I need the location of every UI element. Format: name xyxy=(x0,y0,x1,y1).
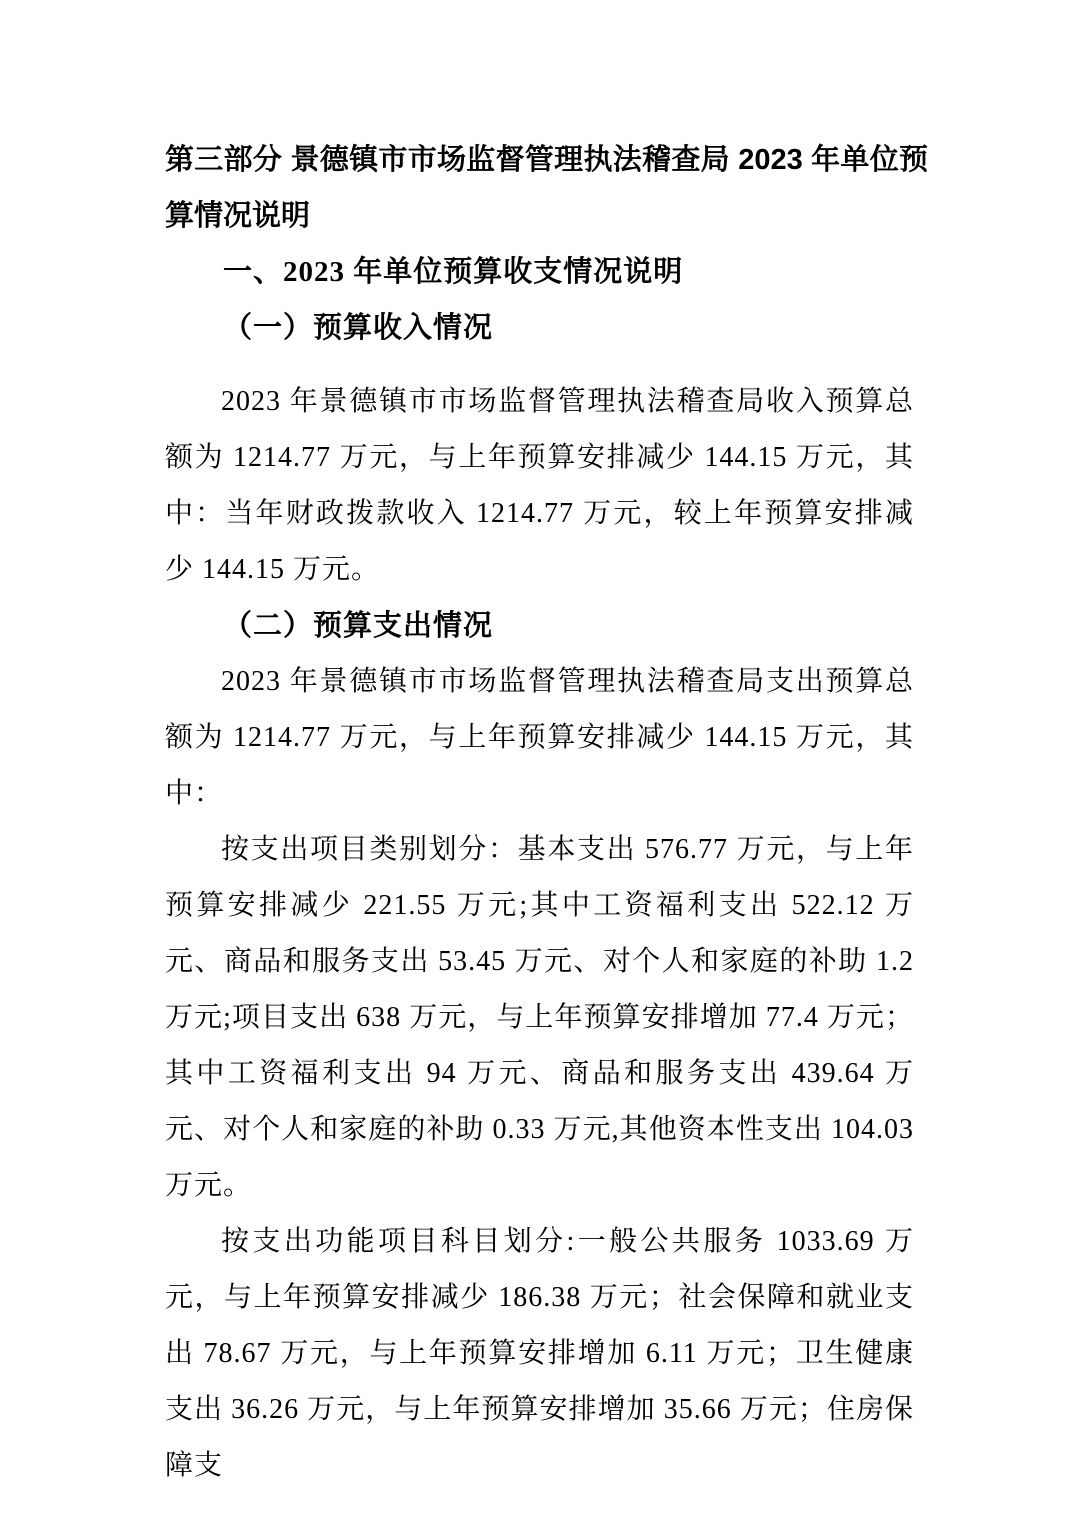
paragraph-expenditure-by-function: 按支出功能项目科目划分:一般公共服务 1033.69 万元，与上年预算安排减少 186.38 万元；社会保障和就业支出 78.67 万元，与上年预算安排增加 6.11 万元；卫生健康支出 36.26 万元，与上年预算安排增加 35.66 万元；住房保障支 xyxy=(165,1226,914,1481)
paragraph-expenditure-total: 2023 年景德镇市市场监督管理执法稽查局支出预算总额为 1214.77 万元，与上年预算安排减少 144.15 万元，其中： xyxy=(165,666,914,809)
subsection-heading-expenditure: （二）预算支出情况 xyxy=(223,610,494,642)
document-title: 第三部分 景德镇市市场监督管理执法稽查局 2023 年单位预算情况说明 xyxy=(165,144,928,232)
section-heading-budget-overview: 一、2023 年单位预算收支情况说明 xyxy=(223,256,684,288)
paragraph-expenditure-by-category: 按支出项目类别划分：基本支出 576.77 万元，与上年预算安排减少 221.55 万元;其中工资福利支出 522.12 万元、商品和服务支出 53.45 万元、对个人和家庭的补助 1.2 万元;项目支出 638 万元，与上年预算安排增加 77.4 万元；其中工资福利支出 94 万元、商品和服务支出 439.64 万元、对个人和家庭的补助 0.33 万元,其他资本性支出 104.03 万元。 xyxy=(165,834,914,1201)
subsection-heading-income: （一）预算收入情况 xyxy=(223,312,494,344)
paragraph-income-details: 2023 年景德镇市市场监督管理执法稽查局收入预算总额为 1214.77 万元，与上年预算安排减少 144.15 万元，其中：当年财政拨款收入 1214.77 万元，较上年预算安排减少 144.15 万元。 xyxy=(165,386,914,585)
